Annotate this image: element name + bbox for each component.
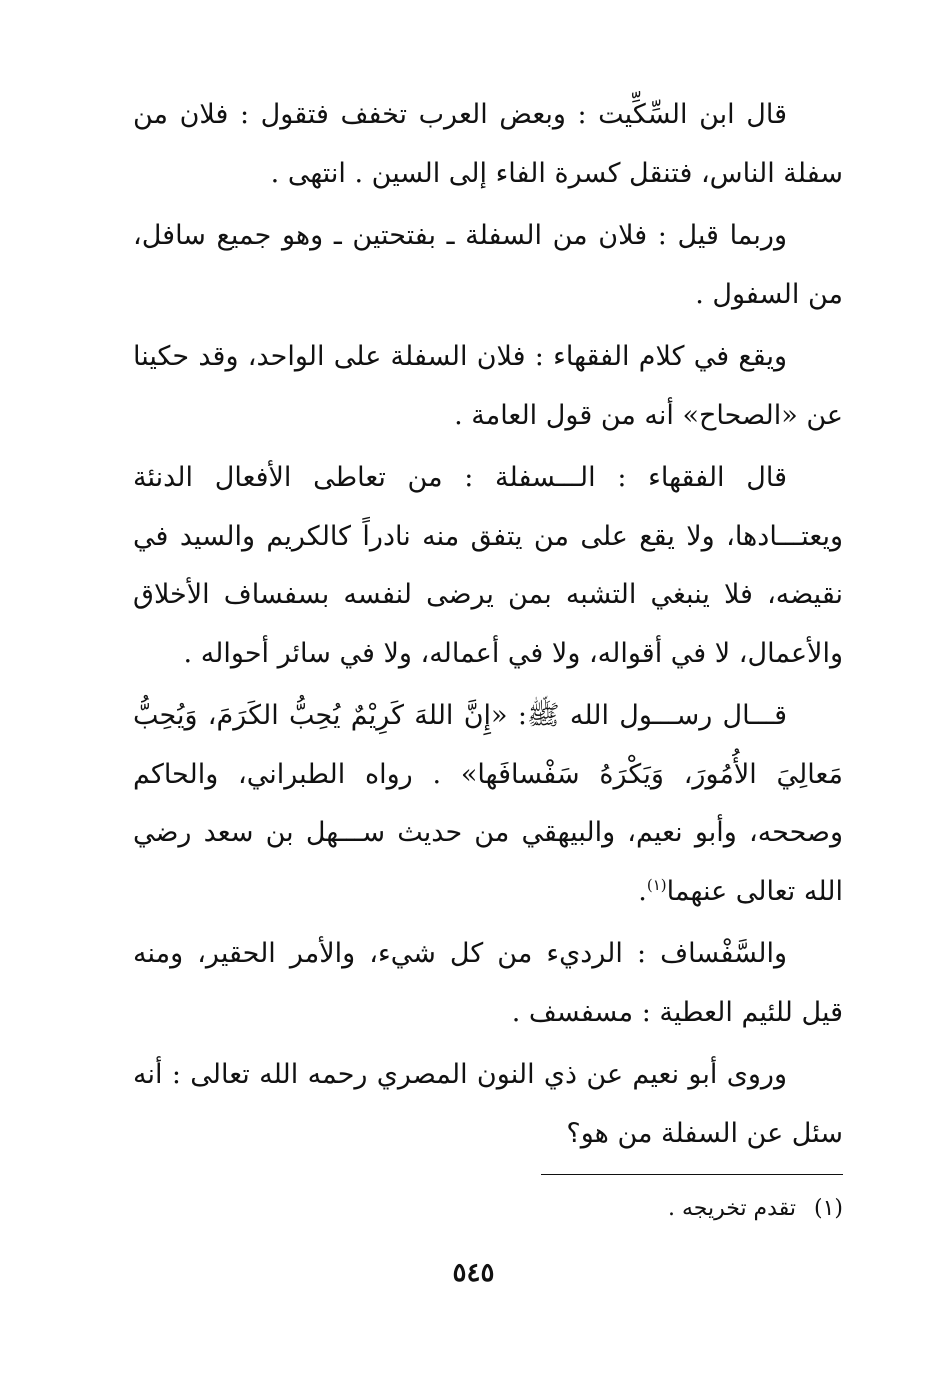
paragraph-fuqaha-definition: قال الفقهاء : الـــسفلة : من تعاطى الأفعال الدنئة ويعتـــادها، ولا يقع على من يتفق منه نادراً كالكريم والسيد في نقيضه، فلا ينبغي التشبه بمن يرضى لنفسه بسفساف الأخلاق والأعمال، لا في أقواله، ولا في أعماله، ولا في سائر أحواله . [133,462,843,669]
paragraph-ibn-sikkit: قال ابن السِّكِّيت : وبعض العرب تخفف فتقول : فلان من سفلة الناس، فتنقل كسرة الفاء إلى السين . انتهى . [133,99,843,189]
footnote-marker[interactable]: (١) [646,875,667,894]
paragraph-fuqaha-speech: ويقع في كلام الفقهاء : فلان السفلة على الواحد، وقد حكينا عن «الصحاح» أنه من قول العامة . [133,341,843,431]
hadith-text: قـــال رســـول الله ﷺ: «إِنَّ اللهَ كَرِيْمٌ يُحِبُّ الكَرَمَ، وَيُحِبُّ مَعالِيَ الأُمُورَ، وَيَكْرَهُ سَفْسافَها» . رواه الطبراني، والحاكم وصححه، وأبو نعيم، والبيهقي من حديث ســـهل بن سعد رضي الله تعالى عنهما [133,700,843,907]
page-number: ٥٤٥ [452,1258,495,1288]
hadith-end-dot: . [638,875,647,907]
paragraph-sufl: وربما قيل : فلان من السفلة ـ بفتحتين ـ وهو جميع سافل، من السفول . [133,220,843,310]
paragraph-safsaf: والسَّفْساف : الرديء من كل شيء، والأمر الحقير، ومنه قيل للئيم العطية : مسفسف . [133,938,843,1028]
paragraph-dhul-nun: وروى أبو نعيم عن ذي النون المصري رحمه الله تعالى : أنه سئل عن السفلة من هو؟ [133,1059,843,1149]
paragraph-hadith [133,687,843,921]
main-text [133,86,843,1167]
footnote-separator [541,1174,843,1175]
footnote-text: تقدم تخريجه . [668,1196,796,1221]
footnote [133,1192,843,1226]
footnote-number: (١) [813,1196,843,1221]
